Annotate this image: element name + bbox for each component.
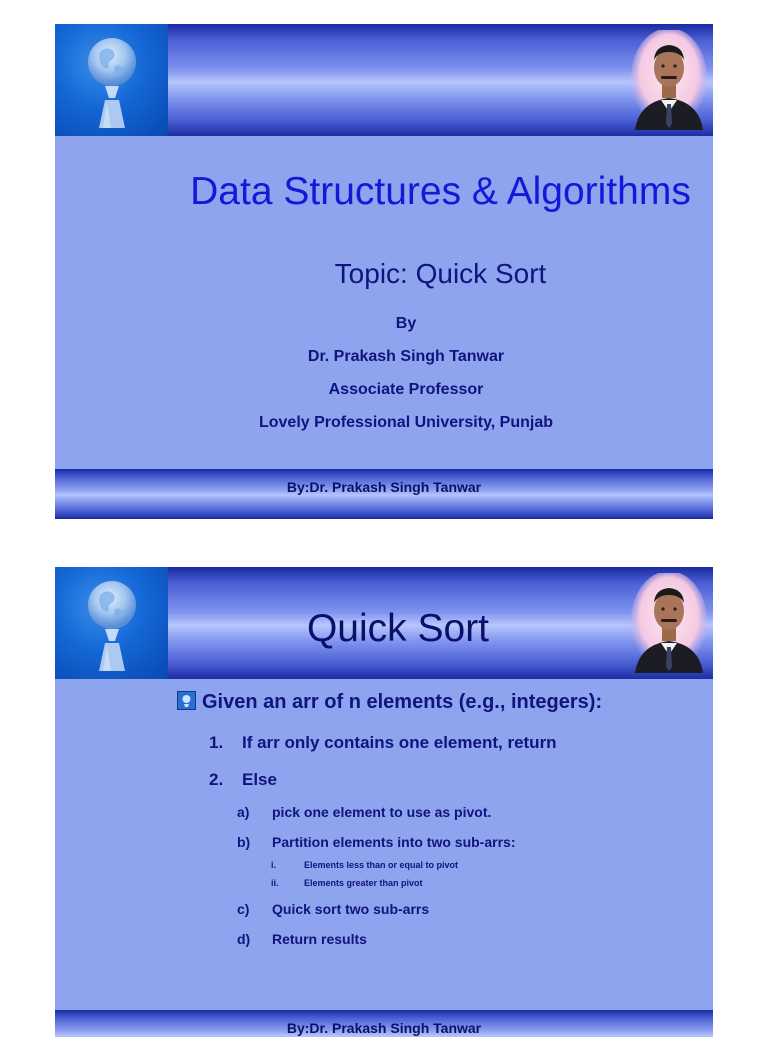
slide-header — [55, 567, 713, 679]
main-bullet — [177, 691, 602, 714]
byline-by: By — [395, 315, 417, 332]
substep-text: Partition elements into two sub-arrs: — [272, 834, 516, 850]
substep-marker: d) — [237, 931, 251, 947]
slide-footer: By:Dr. Prakash Singh Tanwar — [55, 1010, 713, 1037]
step-item — [209, 770, 277, 790]
author-position: Associate Professor — [328, 381, 484, 398]
globe-trophy-icon — [55, 24, 168, 136]
sub-substep-item — [271, 860, 458, 870]
globe-trophy-icon — [55, 567, 168, 679]
slide-title: Quick Sort — [306, 607, 490, 650]
substep-marker: c) — [237, 901, 250, 917]
title-slide — [55, 24, 713, 519]
substep-item — [237, 931, 367, 947]
substep-text: Quick sort two sub-arrs — [272, 901, 430, 917]
step-marker: 1. — [209, 733, 224, 752]
substep-marker: b) — [237, 834, 251, 850]
author-portrait — [631, 573, 707, 673]
sub-substep-text: Elements less than or equal to pivot — [304, 860, 459, 870]
bullet-icon — [177, 691, 196, 710]
content-slide — [55, 567, 713, 1037]
slide-footer: By:Dr. Prakash Singh Tanwar — [55, 469, 713, 519]
step-item — [209, 733, 557, 753]
substep-marker: a) — [237, 804, 250, 820]
topic-subtitle: Topic: Quick Sort — [334, 258, 547, 289]
sub-substep-marker: ii. — [271, 878, 279, 888]
step-marker: 2. — [209, 770, 224, 789]
substep-text: Return results — [272, 931, 367, 947]
sub-substep-text: Elements greater than pivot — [304, 878, 423, 888]
substep-item — [237, 804, 491, 820]
presentation-title: Data Structures & Algorithms — [190, 170, 691, 213]
substep-item — [237, 834, 515, 850]
main-bullet-text: Given an arr of n elements (e.g., integers): — [202, 691, 603, 713]
substep-item — [237, 901, 429, 917]
step-text: If arr only contains one element, return — [242, 733, 557, 752]
step-text: Else — [242, 770, 277, 789]
sub-substep-item — [271, 878, 423, 888]
author-name: Dr. Prakash Singh Tanwar — [307, 348, 505, 365]
author-university: Lovely Professional University, Punjab — [258, 414, 553, 431]
sub-substep-marker: i. — [271, 860, 277, 870]
substep-text: pick one element to use as pivot. — [272, 804, 492, 820]
slide-header — [55, 24, 713, 136]
author-portrait — [631, 30, 707, 130]
